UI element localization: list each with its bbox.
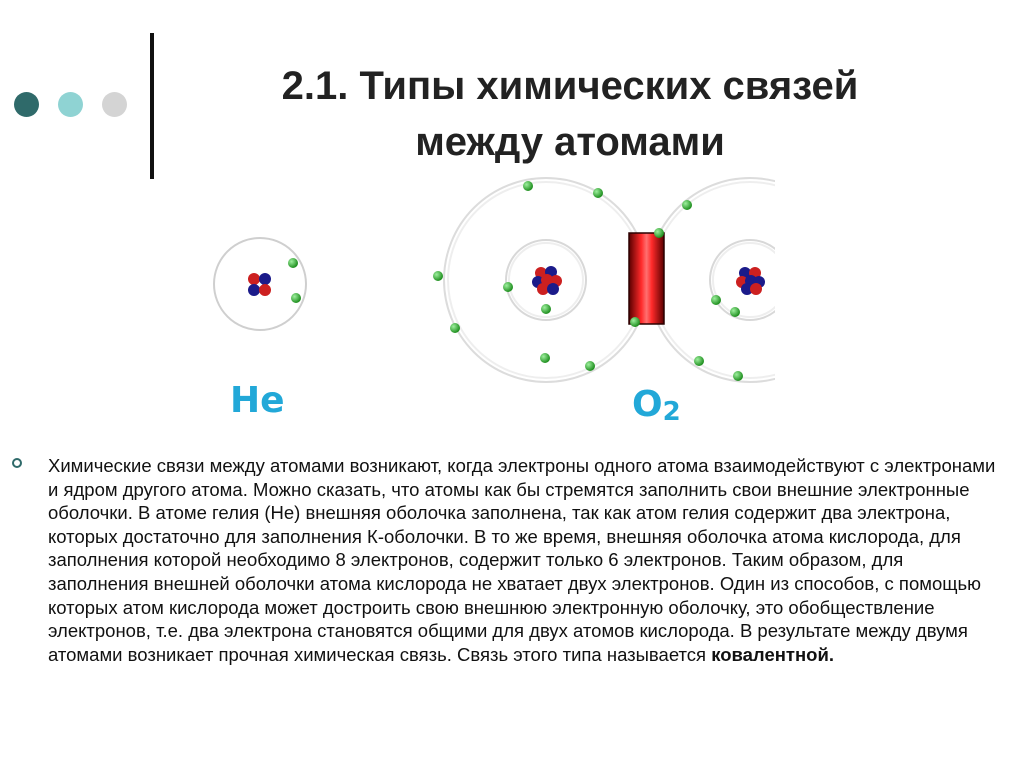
oxygen-electron — [585, 361, 595, 371]
oxygen-electron — [654, 228, 664, 238]
atom-diagram — [200, 170, 800, 440]
oxygen-nucleus — [532, 266, 562, 295]
oxygen-electron — [433, 271, 443, 281]
covalent-bond — [629, 233, 664, 324]
helium-shell — [214, 238, 306, 330]
decor-dots — [14, 92, 134, 118]
helium-electron — [288, 258, 298, 268]
oxygen-label-subscript: 2 — [662, 397, 681, 427]
decor-dot-gray — [102, 92, 127, 117]
oxygen-electron — [450, 323, 460, 333]
oxygen-label-main: O — [632, 384, 663, 425]
oxygen-electron — [733, 371, 743, 381]
slide-title — [190, 58, 950, 170]
helium-nucleus — [248, 273, 271, 296]
title-divider — [150, 33, 154, 179]
oxygen-label — [632, 384, 681, 425]
body-bold-term: ковалентной. — [711, 643, 834, 665]
oxygen-electron — [711, 295, 721, 305]
oxygen-electron — [540, 353, 550, 363]
atom-diagram-svg — [200, 170, 800, 440]
body-paragraph: Химические связи между атомами возникают, когда электроны одного атома взаимодействуют с электронами и ядром другого атома. Можно сказать, что атомы как бы стремятся заполнить свои внешние электронные оболочки. В атоме гелия (He) внешняя оболочка заполнена, так как атом гелия содержит два электрона, которых достаточно для заполнения К-оболочки. В то же время, внешняя оболочка атома кислорода, для заполнения которой необходимо 8 электронов, содержит только 6 электронов. Таким образом, для заполнения внешней оболочки атома кислорода не хватает двух электронов. Один из способов, с помощью которых атом кислорода может достроить свою внешнюю электронную оболочку, это обобществление электронов, т.е. два электрона становятся общими для двух атомов кислорода. В результате между двумя атомами возникает прочная химическая связь. Связь этого типа называется — [48, 455, 996, 665]
oxygen-electron — [730, 307, 740, 317]
helium-atom — [214, 238, 306, 330]
title-line-1: 2.1. Типы химических связей — [281, 64, 859, 108]
bullet-icon — [12, 458, 22, 468]
helium-electron — [291, 293, 301, 303]
helium-label: He — [230, 380, 285, 421]
decor-dot-teal — [58, 92, 83, 117]
oxygen-electron — [682, 200, 692, 210]
oxygen-electron — [523, 181, 533, 191]
oxygen-electron — [630, 317, 640, 327]
oxygen-electron — [694, 356, 704, 366]
oxygen-molecule — [433, 178, 800, 382]
decor-dot-dark — [14, 92, 39, 117]
oxygen-electron — [503, 282, 513, 292]
oxygen-nucleus — [736, 267, 765, 295]
oxygen-electron — [541, 304, 551, 314]
body-text — [48, 454, 998, 666]
oxygen-electron — [593, 188, 603, 198]
title-line-2: между атомами — [415, 120, 725, 164]
